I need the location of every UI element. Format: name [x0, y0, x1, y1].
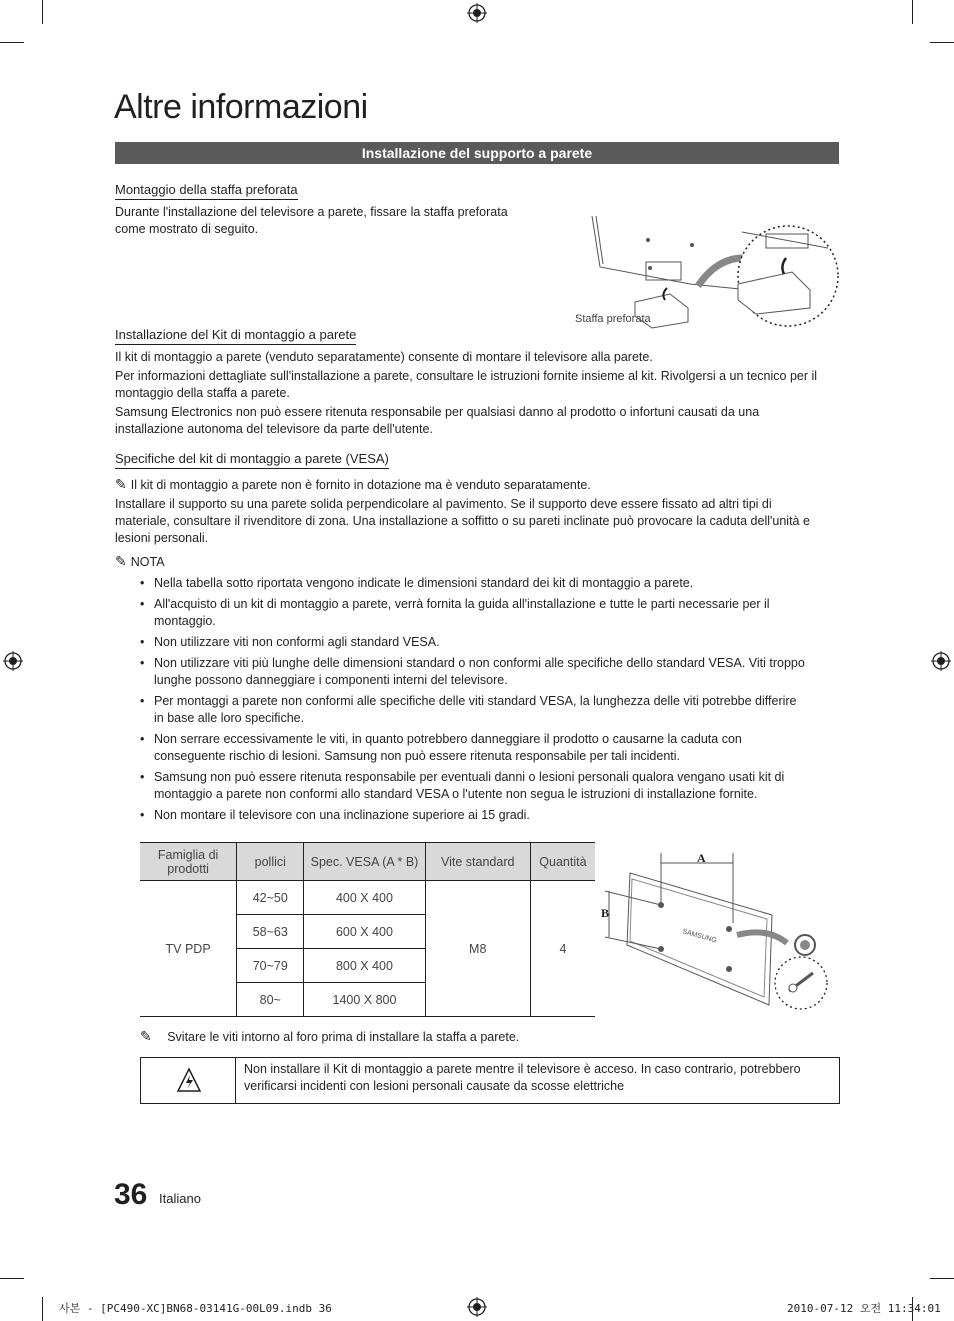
crop-mark: [42, 1297, 43, 1321]
language-label: Italiano: [159, 1191, 201, 1206]
warning-text-line: Non installare il Kit di montaggio a parete mentre il televisore è acceso. In caso contrario, potrebbero: [244, 1062, 801, 1076]
crop-mark: [930, 42, 954, 43]
bracket-caption: Staffa preforata: [575, 313, 651, 325]
bracket-text-line: come mostrato di seguito.: [115, 222, 259, 236]
vesa-table: [140, 842, 595, 1017]
table-cell: 42~50: [237, 881, 304, 915]
tv-brand-label: SAMSUNG: [681, 928, 718, 945]
list-item: • Per montaggi a parete non conformi alle specifiche delle viti standard VESA, la lunghezza delle viti potrebbe differire in base alle loro specifiche.: [140, 693, 840, 727]
table-cell: 80~: [237, 983, 304, 1017]
electric-warning-icon: [176, 1067, 202, 1093]
list-item: • Non montare il televisore con una inclinazione superiore ai 15 gradi.: [140, 807, 840, 824]
note-pencil-icon: ✎: [115, 553, 127, 569]
table-header: Famiglia di prodotti: [140, 843, 237, 881]
section-heading-vesa: Specifiche del kit di montaggio a parete (VESA): [115, 451, 389, 469]
paragraph-line: Installare il supporto su una parete solida perpendicolare al pavimento. Se il supporto deve essere fissato ad altri tipi di: [115, 497, 772, 511]
registration-mark-icon: [467, 3, 487, 23]
paragraph-line: Per informazioni dettagliate sull'installazione a parete, consultare le istruzioni fornite insieme al kit. Rivolgersi a un tecnico per il: [115, 369, 818, 383]
notes-list: [140, 575, 840, 828]
warning-box: [140, 1057, 840, 1104]
section-heading-wall-kit: Installazione del Kit di montaggio a parete: [115, 327, 356, 345]
note-line: [115, 476, 591, 494]
table-cell: 58~63: [237, 915, 304, 949]
crop-mark: [0, 42, 24, 43]
table-cell: 400 X 400: [304, 881, 425, 915]
note-text: Il kit di montaggio a parete non è fornito in dotazione ma è venduto separatamente.: [130, 478, 591, 492]
list-item: • Samsung non può essere ritenuta responsabile per eventuali danni o lesioni personali qualora vengano usati kit di montaggio a parete non conformi allo standard VESA o l'utente non segua le istruzioni di installazione fornite.: [140, 769, 840, 803]
nota-heading: [115, 553, 165, 571]
paragraph-line: Il kit di montaggio a parete (venduto separatamente) consente di montare il televisore alla parete.: [115, 350, 653, 364]
paragraph-line: Samsung Electronics non può essere ritenuta responsabile per qualsiasi danno al prodotto o infortuni causati da una: [115, 405, 760, 419]
table-cell-family: TV PDP: [140, 881, 237, 1017]
table-header: Quantità: [530, 843, 595, 881]
list-item: • Nella tabella sotto riportata vengono indicate le dimensioni standard dei kit di montaggio a parete.: [140, 575, 840, 592]
date-info: 2010-07-12 오전 11:34:01: [787, 1302, 941, 1315]
page-number: 36: [114, 1178, 148, 1211]
table-cell-quantity: 4: [530, 881, 595, 1017]
registration-mark-icon: [3, 651, 23, 671]
paragraph-line: installazione autonoma del televisore da parte dell'utente.: [115, 422, 433, 436]
paragraph-line: lesioni personali.: [115, 531, 209, 545]
warning-text-line: verificarsi incidenti con lesioni personali causate da scosse elettriche: [244, 1079, 625, 1093]
file-info: 사본 - [PC490-XC]BN68-03141G-00L09.indb 36: [59, 1302, 332, 1315]
tv-back-diagram: [597, 845, 842, 1010]
list-item: • Non utilizzare viti più lunghe delle dimensioni standard o non conformi alle specifiche dello standard VESA. Viti troppo lunghe possono danneggiare i componenti interni del televisore.: [140, 655, 840, 689]
registration-mark-icon: [467, 1297, 487, 1317]
paragraph-line: montaggio della staffa a parete.: [115, 386, 290, 400]
crop-mark: [912, 0, 913, 24]
note-pencil-icon: ✎: [115, 476, 127, 492]
table-header: Vite standard: [425, 843, 530, 881]
paragraph-line: materiale, consultare il rivenditore di zona. Una installazione a soffitto o su pareti inclinate può provocare la caduta dell'unità e: [115, 514, 810, 528]
section-heading-bracket: Montaggio della staffa preforata: [115, 182, 298, 200]
list-item: • Non serrare eccessivamente le viti, in quanto potrebbero danneggiare il prodotto o causarne la caduta con conseguente rischio di lesioni. Samsung non può essere ritenuta responsabile per tali incidenti.: [140, 731, 840, 765]
dimension-a-label: A: [697, 851, 706, 865]
warning-icon-cell: [141, 1058, 236, 1103]
page-title: Altre informazioni: [114, 88, 368, 126]
table-header: Spec. VESA (A * B): [304, 843, 425, 881]
table-cell: 600 X 400: [304, 915, 425, 949]
table-cell-screw: M8: [425, 881, 530, 1017]
table-cell: 800 X 400: [304, 949, 425, 983]
crop-mark: [42, 0, 43, 24]
registration-mark-icon: [931, 651, 951, 671]
dimension-b-label: B: [601, 906, 610, 920]
section-bar: Installazione del supporto a parete: [115, 142, 839, 164]
crop-mark: [0, 1278, 24, 1279]
table-cell: 1400 X 800: [304, 983, 425, 1017]
note-line: [140, 1028, 519, 1046]
crop-mark: [930, 1278, 954, 1279]
note-text: Svitare le viti intorno al foro prima di installare la staffa a parete.: [167, 1030, 520, 1044]
bracket-text-line: Durante l'installazione del televisore a parete, fissare la staffa preforata: [115, 205, 508, 219]
table-header: pollici: [237, 843, 304, 881]
table-cell: 70~79: [237, 949, 304, 983]
nota-label: NOTA: [130, 555, 165, 569]
list-item: • Non utilizzare viti non conformi agli standard VESA.: [140, 634, 840, 651]
list-item: • All'acquisto di un kit di montaggio a parete, verrà fornita la guida all'installazione e tutte le parti necessarie per il montaggio.: [140, 596, 840, 630]
table-row: [140, 881, 595, 915]
note-pencil-icon: ✎: [140, 1028, 152, 1044]
